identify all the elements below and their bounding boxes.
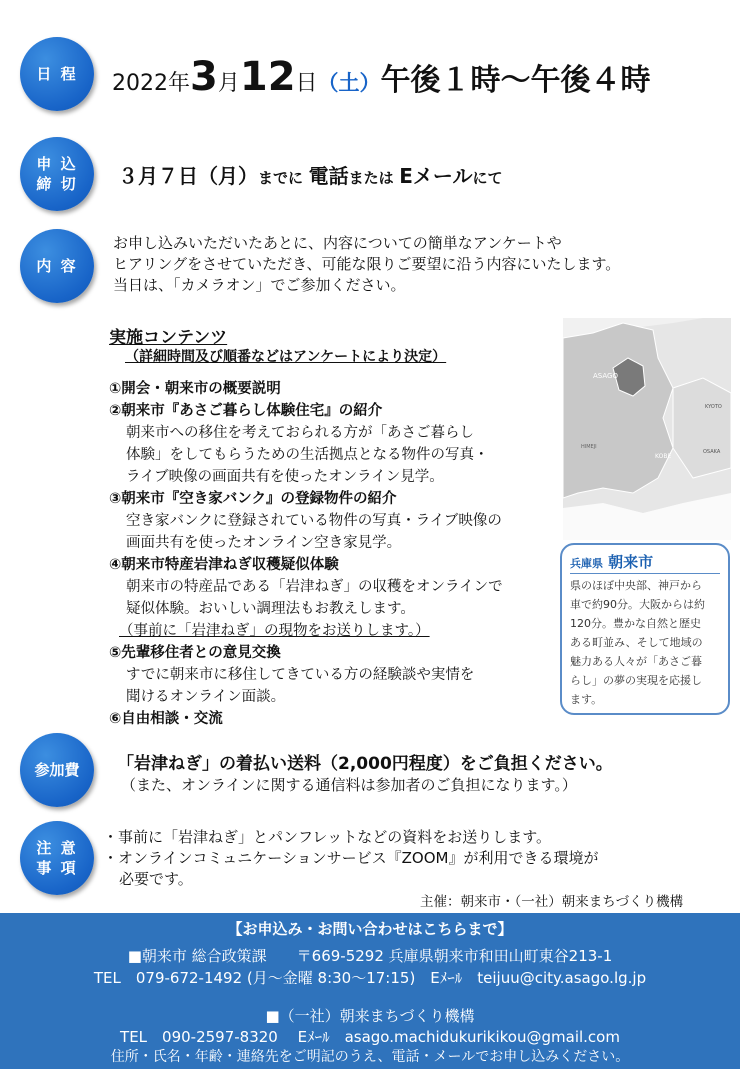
schedule-badge (20, 37, 94, 111)
content-badge-label: 内 容 (36, 256, 78, 275)
org-contact: TEL 090-2597-8320 Eﾒｰﾙ asago.machidukurikikou@gmail.com (120, 1028, 620, 1046)
fee-subtext: （また、オンラインに関する通信料は参加者のご負担になります。） (121, 776, 577, 794)
fee-badge (20, 733, 94, 807)
city-info-body: 県のほぼ中央部、神戸から 車で約90分。大阪からは約 120分。豊かな自然と歴史 ある町並み、そして地域の 魅力ある人々が「あさご暮 らし」の夢の実現を応援し ます。 (570, 579, 705, 706)
contents-subtitle: （詳細時間及び順番などはアンケートにより決定） (125, 349, 447, 365)
event-date: 2022年3月12日（土）午後１時〜午後４時 (112, 54, 651, 100)
location-map (563, 318, 731, 540)
deadline-badge (20, 137, 94, 211)
list-item: ⑤先輩移住者との意見交換 (109, 645, 281, 661)
notes-text: ・事前に「岩津ねぎ」とパンフレットなどの資料をお送りします。 ・オンラインコミュニケーションサービス『ZOOM』が利用できる環境が 必要です。 (103, 828, 599, 888)
fee-badge-label: 参加費 (34, 760, 80, 779)
list-item: ②朝来市『あさご暮らし体験住宅』の紹介 (109, 403, 383, 419)
map-label-asago: ASAGO (593, 372, 618, 380)
city-contact: TEL 079-672-1492 (月〜金曜 8:30〜17:15) Eﾒｰﾙ teijuu@city.asago.lg.jp (93, 969, 647, 987)
contents-list: ①開会・朝来市の概要説明 ②朝来市『あさご暮らし体験住宅』の紹介 朝来市への移住を考えておられる方が「あさご暮らし 体験」をしてもらうための生活拠点となる物件の写真・ ライブ映像の画面共有を使ったオンライン見学。 ③朝来市『空き家バンク』の登録物件の紹介 空き家バンクに登録されている物件の写真・ライブ映像の 画面共有を使ったオンライン空き家見学。 ④朝来市特産岩津ねぎ収穫疑似体験 朝来市の特産品である「岩津ねぎ」の収穫をオンラインで 疑似体験。おいしい調理法もお教えします。 （事前に「岩津ねぎ」の現物をお送りします。） ⑤先輩移住者との意見交換 すでに朝来市に移住してきている方の経験談や実情を 聞けるオンライン面談。 ⑥自由相談・交流 (109, 378, 559, 730)
map-label-kobe: KOBE (655, 453, 672, 460)
city-office: ■朝来市 総合政策課 〒669-5292 兵庫県朝来市和田山町東谷213-1 (127, 947, 613, 965)
application-instruction: 住所・氏名・年齢・連絡先をご明記のうえ、電話・メールでお申し込みください。 (110, 1049, 630, 1065)
map-label-osaka: OSAKA (703, 449, 721, 455)
footer-heading: 【お申込み・お問い合わせはこちらまで】 (227, 920, 513, 938)
contact-footer (0, 913, 740, 1069)
contents-title: 実施コンテンツ (109, 328, 228, 348)
city-info-title: 兵庫県 朝来市 (570, 551, 720, 574)
fee-text: 「岩津ねぎ」の着払い送料（2,000円程度）をご負担ください。 (117, 754, 613, 774)
notes-badge (20, 821, 94, 895)
org-name: ■（一社）朝来まちづくり機構 (265, 1007, 475, 1025)
organizer: 主催：朝来市・（一社）朝来まちづくり機構 (420, 894, 684, 910)
map-label-himeji: HIMEJI (581, 444, 597, 450)
notes-badge-label: 注 意 事 項 (36, 838, 78, 877)
content-badge (20, 229, 94, 303)
content-intro: お申し込みいただいたあとに、内容についての簡単なアンケートや ヒアリングをさせていただき、可能な限りご要望に沿う内容にいたします。 当日は、「カメラオン」でご参加ください。 (113, 234, 621, 294)
city-info-box (560, 543, 730, 715)
application-deadline: ３月７日（月）までに 電話または Eメールにて (118, 164, 503, 188)
map-label-kyoto: KYOTO (705, 404, 722, 410)
list-item: ④朝来市特産岩津ねぎ収穫疑似体験 (109, 557, 339, 573)
list-item: ⑥自由相談・交流 (109, 711, 223, 727)
list-item: ③朝来市『空き家バンク』の登録物件の紹介 (109, 491, 397, 507)
schedule-badge-label: 日 程 (36, 64, 78, 83)
list-item: ①開会・朝来市の概要説明 (109, 381, 281, 397)
deadline-badge-label: 申 込 締 切 (36, 154, 78, 193)
